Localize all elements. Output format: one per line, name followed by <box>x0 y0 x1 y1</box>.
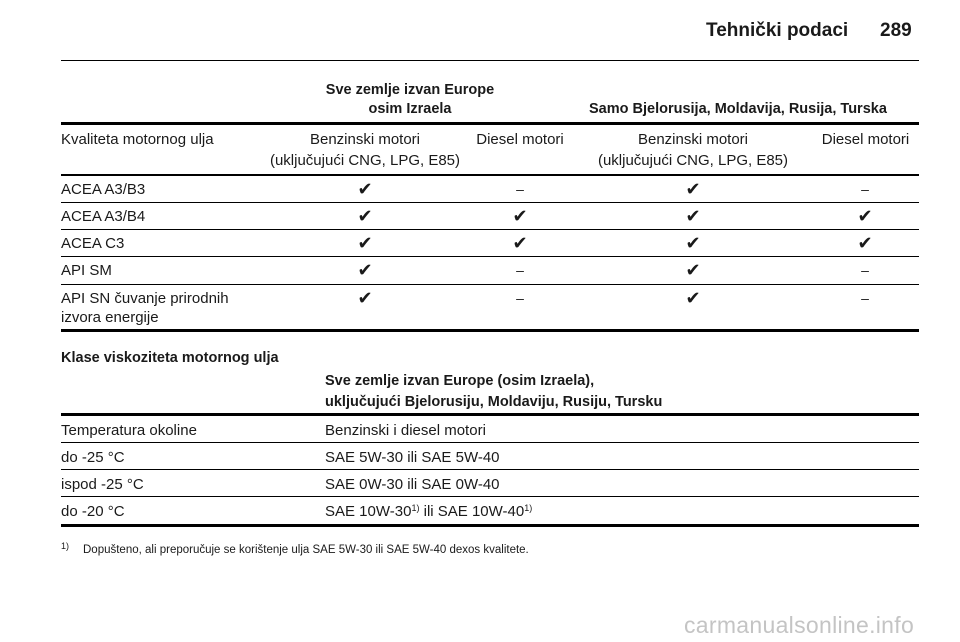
row-divider <box>61 284 919 285</box>
group-header-belarus: Samo Bjelorusija, Moldavija, Rusija, Turska <box>589 101 887 117</box>
viscosity-row-oil: SAE 0W-30 ili SAE 0W-40 <box>325 476 500 493</box>
section-title: Klase viskoziteta motornog ulja <box>61 350 279 366</box>
quality-row-label: ACEA A3/B4 <box>61 208 146 225</box>
row-divider <box>61 256 919 257</box>
check-icon: ✔ <box>357 179 373 200</box>
col-header-diesel-1: Diesel motori <box>476 131 564 148</box>
table-bottom-rule <box>61 329 919 332</box>
check-icon: ✔ <box>357 206 373 227</box>
col-header-petrol-1-note: (uključujući CNG, LPG, E85) <box>269 152 461 169</box>
page-title: Tehnički podaci <box>706 20 849 41</box>
check-icon: ✔ <box>685 260 701 281</box>
quality-row-label: ACEA A3/B3 <box>61 181 146 198</box>
row-divider <box>61 229 919 230</box>
footnote-ref: 1) <box>411 503 420 513</box>
watermark: carmanualsonline.info <box>684 612 915 638</box>
viscosity-group-header-2: uključujući Bjelorusiju, Moldaviju, Rusiju, Tursku <box>325 394 663 410</box>
check-icon: ✔ <box>357 233 373 254</box>
check-icon: ✔ <box>357 288 373 309</box>
check-icon: ✔ <box>512 233 528 254</box>
group-header-outside-europe: Sve zemlje izvan Europe <box>325 82 495 98</box>
check-icon: ✔ <box>685 206 701 227</box>
dash-icon: – <box>516 181 524 197</box>
check-icon: ✔ <box>857 233 873 254</box>
header-bottom-rule <box>61 174 919 176</box>
dash-icon: – <box>861 262 869 278</box>
check-icon: ✔ <box>512 206 528 227</box>
check-icon: ✔ <box>357 260 373 281</box>
col-header-petrol-1: Benzinski motori <box>309 131 421 148</box>
check-icon: ✔ <box>685 288 701 309</box>
table-top-rule <box>61 122 919 125</box>
viscosity-row-temp: do -20 °C <box>61 503 125 520</box>
dash-icon: – <box>516 262 524 278</box>
header-rule <box>61 60 919 61</box>
col-header-petrol-2: Benzinski motori <box>637 131 749 148</box>
col-header-temperature: Temperatura okoline <box>61 422 197 439</box>
dash-icon: – <box>861 181 869 197</box>
row-divider <box>61 496 919 497</box>
col-header-diesel-2: Diesel motori <box>821 131 910 148</box>
footnote-text: Dopušteno, ali preporučuje se korištenje ulja SAE 5W-30 ili SAE 5W-40 dexos kvalitete. <box>83 544 529 556</box>
dash-icon: – <box>861 290 869 306</box>
viscosity-row-oil: SAE 5W-30 ili SAE 5W-40 <box>325 449 500 466</box>
viscosity-row-oil: SAE 10W-30$^{1)}$ ili SAE 10W-40$^{1)}$ <box>325 503 533 520</box>
check-icon: ✔ <box>857 206 873 227</box>
row-divider <box>61 469 919 470</box>
viscosity-row-temp: do -25 °C <box>61 449 125 466</box>
quality-row-label-line-2: izvora energije <box>61 309 159 326</box>
viscosity-group-header-1: Sve zemlje izvan Europe (osim Izraela), <box>325 373 595 389</box>
footnote-ref: 1) <box>524 503 533 513</box>
row-divider <box>61 202 919 203</box>
col-header-engines: Benzinski i diesel motori <box>325 422 486 439</box>
viscosity-top-rule <box>61 413 919 416</box>
quality-row-label: API SN čuvanje prirodnih <box>61 290 229 307</box>
quality-row-label: API SM <box>61 262 112 279</box>
check-icon: ✔ <box>685 179 701 200</box>
col-header-quality: Kvaliteta motornog ulja <box>61 131 214 148</box>
check-icon: ✔ <box>685 233 701 254</box>
viscosity-row-temp: ispod -25 °C <box>61 476 144 493</box>
dash-icon: – <box>516 290 524 306</box>
footnote-marker: 1) <box>61 541 70 551</box>
row-divider <box>61 442 919 443</box>
page-number: 289 <box>880 20 912 41</box>
viscosity-bottom-rule <box>61 524 919 527</box>
group-header-except-israel: osim Izraela <box>368 101 452 117</box>
quality-row-label: ACEA C3 <box>61 235 125 252</box>
col-header-petrol-2-note: (uključujući CNG, LPG, E85) <box>597 152 789 169</box>
